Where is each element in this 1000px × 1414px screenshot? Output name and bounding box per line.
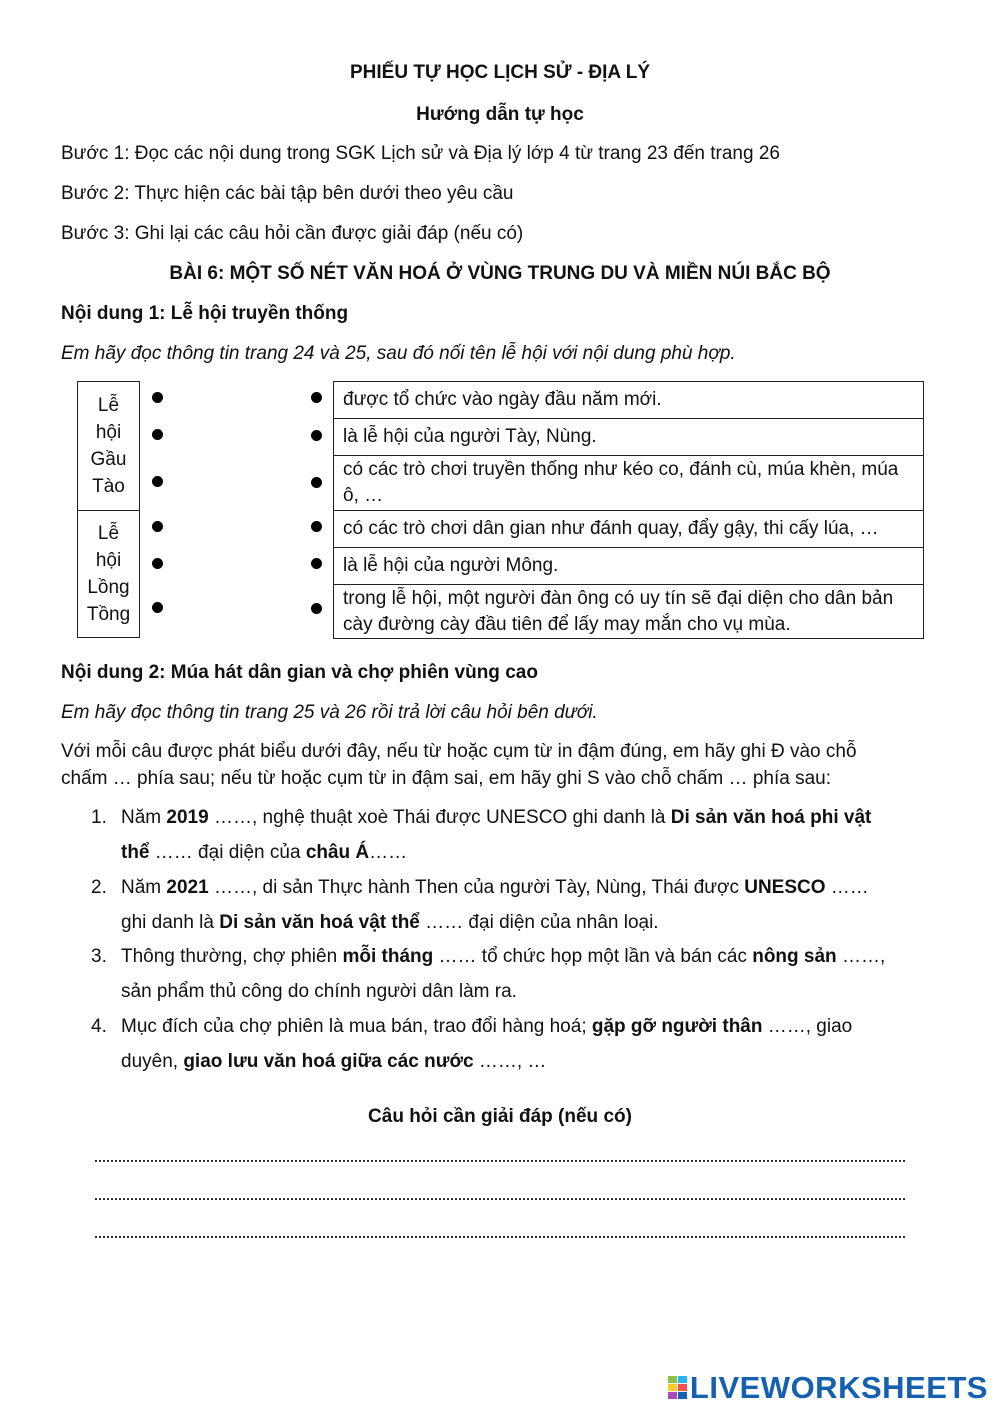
list-item	[91, 939, 941, 1009]
festival-name-line: hội	[95, 550, 122, 571]
lesson-title: BÀI 6: MỘT SỐ NÉT VĂN HOÁ Ở VÙNG TRUNG DU VÀ MIỀN NÚI BẮC BỘ	[169, 263, 831, 284]
text-run: ……, di sản Thực hành Then của người Tày, Nùng, Thái được	[208, 877, 745, 898]
text-run: ……, …	[473, 1051, 547, 1072]
bold-phrase: Di sản văn hoá phi vật	[670, 807, 872, 828]
bold-phrase: 2021	[166, 877, 209, 898]
step-1: Bước 1: Đọc các nội dung trong SGK Lịch sử và Địa lý lớp 4 từ trang 23 đến trang 26	[61, 143, 780, 164]
step-2: Bước 2: Thực hiện các bài tập bên dưới theo yêu cầu	[61, 183, 514, 204]
list-item-line	[121, 835, 941, 870]
text-run: ……, giao	[762, 1016, 853, 1037]
list-item	[91, 1009, 941, 1079]
list-item-line	[121, 1009, 941, 1044]
statement-text: là lễ hội của người Mông.	[343, 555, 559, 576]
right-match-dot[interactable]	[311, 430, 322, 441]
festival-box-long-tong[interactable]	[77, 510, 140, 638]
festival-name-line: Lồng	[87, 577, 130, 598]
list-item-number: 2.	[91, 877, 107, 898]
statement-cell[interactable]	[333, 547, 924, 585]
list-item-number: 4.	[91, 1016, 107, 1037]
statement-text: trong lễ hội, một người đàn ông có uy tín sẽ đại diện cho dân bản cày đường cày đầu tiên để lấy may mắn cho vụ mùa.	[343, 587, 894, 635]
list-item	[91, 800, 941, 870]
text-run: …… đại diện của nhân loại.	[419, 912, 659, 933]
section2-intro-line: Với mỗi câu được phát biểu dưới đây, nếu từ hoặc cụm từ in đậm đúng, em hãy ghi Đ vào chỗ	[61, 741, 857, 762]
statement-cell[interactable]	[333, 455, 924, 511]
list-item-number: 1.	[91, 807, 107, 828]
text-run: Mục đích của chợ phiên là mua bán, trao đổi hàng hoá;	[121, 1016, 592, 1037]
text-run: duyên,	[121, 1051, 184, 1072]
bold-phrase: thể	[121, 842, 150, 863]
section2-instruction: Em hãy đọc thông tin trang 25 và 26 rồi trả lời câu hỏi bên dưới.	[61, 702, 598, 723]
text-run: ……,	[836, 946, 886, 967]
logo-text: LIVEWORKSHEETS	[689, 1370, 988, 1405]
list-item-line	[121, 1044, 941, 1079]
statement-cell[interactable]	[333, 381, 924, 419]
right-match-dot[interactable]	[311, 477, 322, 488]
bold-phrase: giao lưu văn hoá giữa các nước	[183, 1051, 474, 1072]
left-match-dot[interactable]	[152, 602, 163, 613]
left-match-dot[interactable]	[152, 429, 163, 440]
bold-phrase: Di sản văn hoá vật thể	[219, 912, 420, 933]
right-match-dot[interactable]	[311, 603, 322, 614]
left-match-dot[interactable]	[152, 476, 163, 487]
answer-line[interactable]	[95, 1160, 905, 1162]
text-run: ……	[825, 877, 869, 898]
page-title: PHIẾU TỰ HỌC LỊCH SỬ - ĐỊA LÝ	[350, 62, 650, 83]
text-run: …… tổ chức họp một lần và bán các	[433, 946, 753, 967]
statement-text: có các trò chơi truyền thống như kéo co, đánh cù, múa khèn, múa ô, …	[343, 459, 899, 506]
bold-phrase: châu Á	[305, 842, 370, 863]
festival-name-line: Lễ	[97, 523, 120, 544]
festival-box-gau-tao[interactable]	[77, 381, 140, 511]
questions-heading: Câu hỏi cần giải đáp (nếu có)	[368, 1106, 632, 1127]
list-item-line	[121, 974, 941, 1009]
festival-name-line: Tồng	[86, 604, 131, 625]
text-run: sản phẩm thủ công do chính người dân làm ra.	[121, 981, 517, 1002]
list-item-line	[121, 870, 941, 905]
step-3: Bước 3: Ghi lại các câu hỏi cần được giải đáp (nếu có)	[61, 223, 524, 244]
text-run: …… đại diện của	[149, 842, 306, 863]
statement-cell[interactable]	[333, 584, 924, 639]
text-run: ……	[369, 842, 408, 863]
statement-text: có các trò chơi dân gian như đánh quay, đẩy gậy, thi cấy lúa, …	[343, 518, 879, 539]
liveworksheets-logo	[668, 1370, 988, 1406]
bold-phrase: gặp gỡ người thân	[591, 1016, 763, 1037]
festival-name-line: Gầu	[90, 449, 127, 470]
festival-name-line: Tào	[92, 476, 125, 497]
text-run: Năm	[121, 877, 167, 898]
section1-instruction: Em hãy đọc thông tin trang 24 và 25, sau đó nối tên lễ hội với nội dung phù hợp.	[61, 343, 736, 364]
statement-text: được tổ chức vào ngày đầu năm mới.	[343, 389, 662, 410]
list-item-line	[121, 939, 941, 974]
statement-cell[interactable]	[333, 418, 924, 456]
text-run: ……, nghệ thuật xoè Thái được UNESCO ghi danh là	[208, 807, 671, 828]
statement-text: là lễ hội của người Tày, Nùng.	[343, 426, 597, 447]
section2-intro-line: chấm … phía sau; nếu từ hoặc cụm từ in đậm sai, em hãy ghi S vào chỗ chấm … phía sau:	[61, 768, 831, 789]
right-match-dot[interactable]	[311, 558, 322, 569]
bold-phrase: UNESCO	[744, 877, 826, 898]
text-run: Năm	[121, 807, 167, 828]
page-subtitle: Hướng dẫn tự học	[416, 104, 584, 125]
answer-line[interactable]	[95, 1198, 905, 1200]
bold-phrase: nông sản	[752, 946, 837, 967]
text-run: Thông thường, chợ phiên	[121, 946, 343, 967]
statement-cell[interactable]	[333, 510, 924, 548]
festival-name-line: Lễ	[97, 395, 120, 416]
bold-phrase: mỗi tháng	[342, 946, 434, 967]
answer-line[interactable]	[95, 1236, 905, 1238]
section1-heading: Nội dung 1: Lễ hội truyền thống	[61, 303, 349, 324]
right-match-dot[interactable]	[311, 392, 322, 403]
left-match-dot[interactable]	[152, 521, 163, 532]
right-match-dot[interactable]	[311, 521, 322, 532]
list-item-line	[121, 800, 941, 835]
left-match-dot[interactable]	[152, 558, 163, 569]
bold-phrase: 2019	[166, 807, 209, 828]
text-run: ghi danh là	[121, 912, 220, 933]
list-item-number: 3.	[91, 946, 107, 967]
list-item	[91, 870, 941, 940]
list-item-line	[121, 905, 941, 940]
logo-blocks-icon	[668, 1376, 688, 1400]
section2-heading: Nội dung 2: Múa hát dân gian và chợ phiên vùng cao	[61, 662, 538, 683]
left-match-dot[interactable]	[152, 392, 163, 403]
festival-name-line: hội	[95, 422, 122, 443]
